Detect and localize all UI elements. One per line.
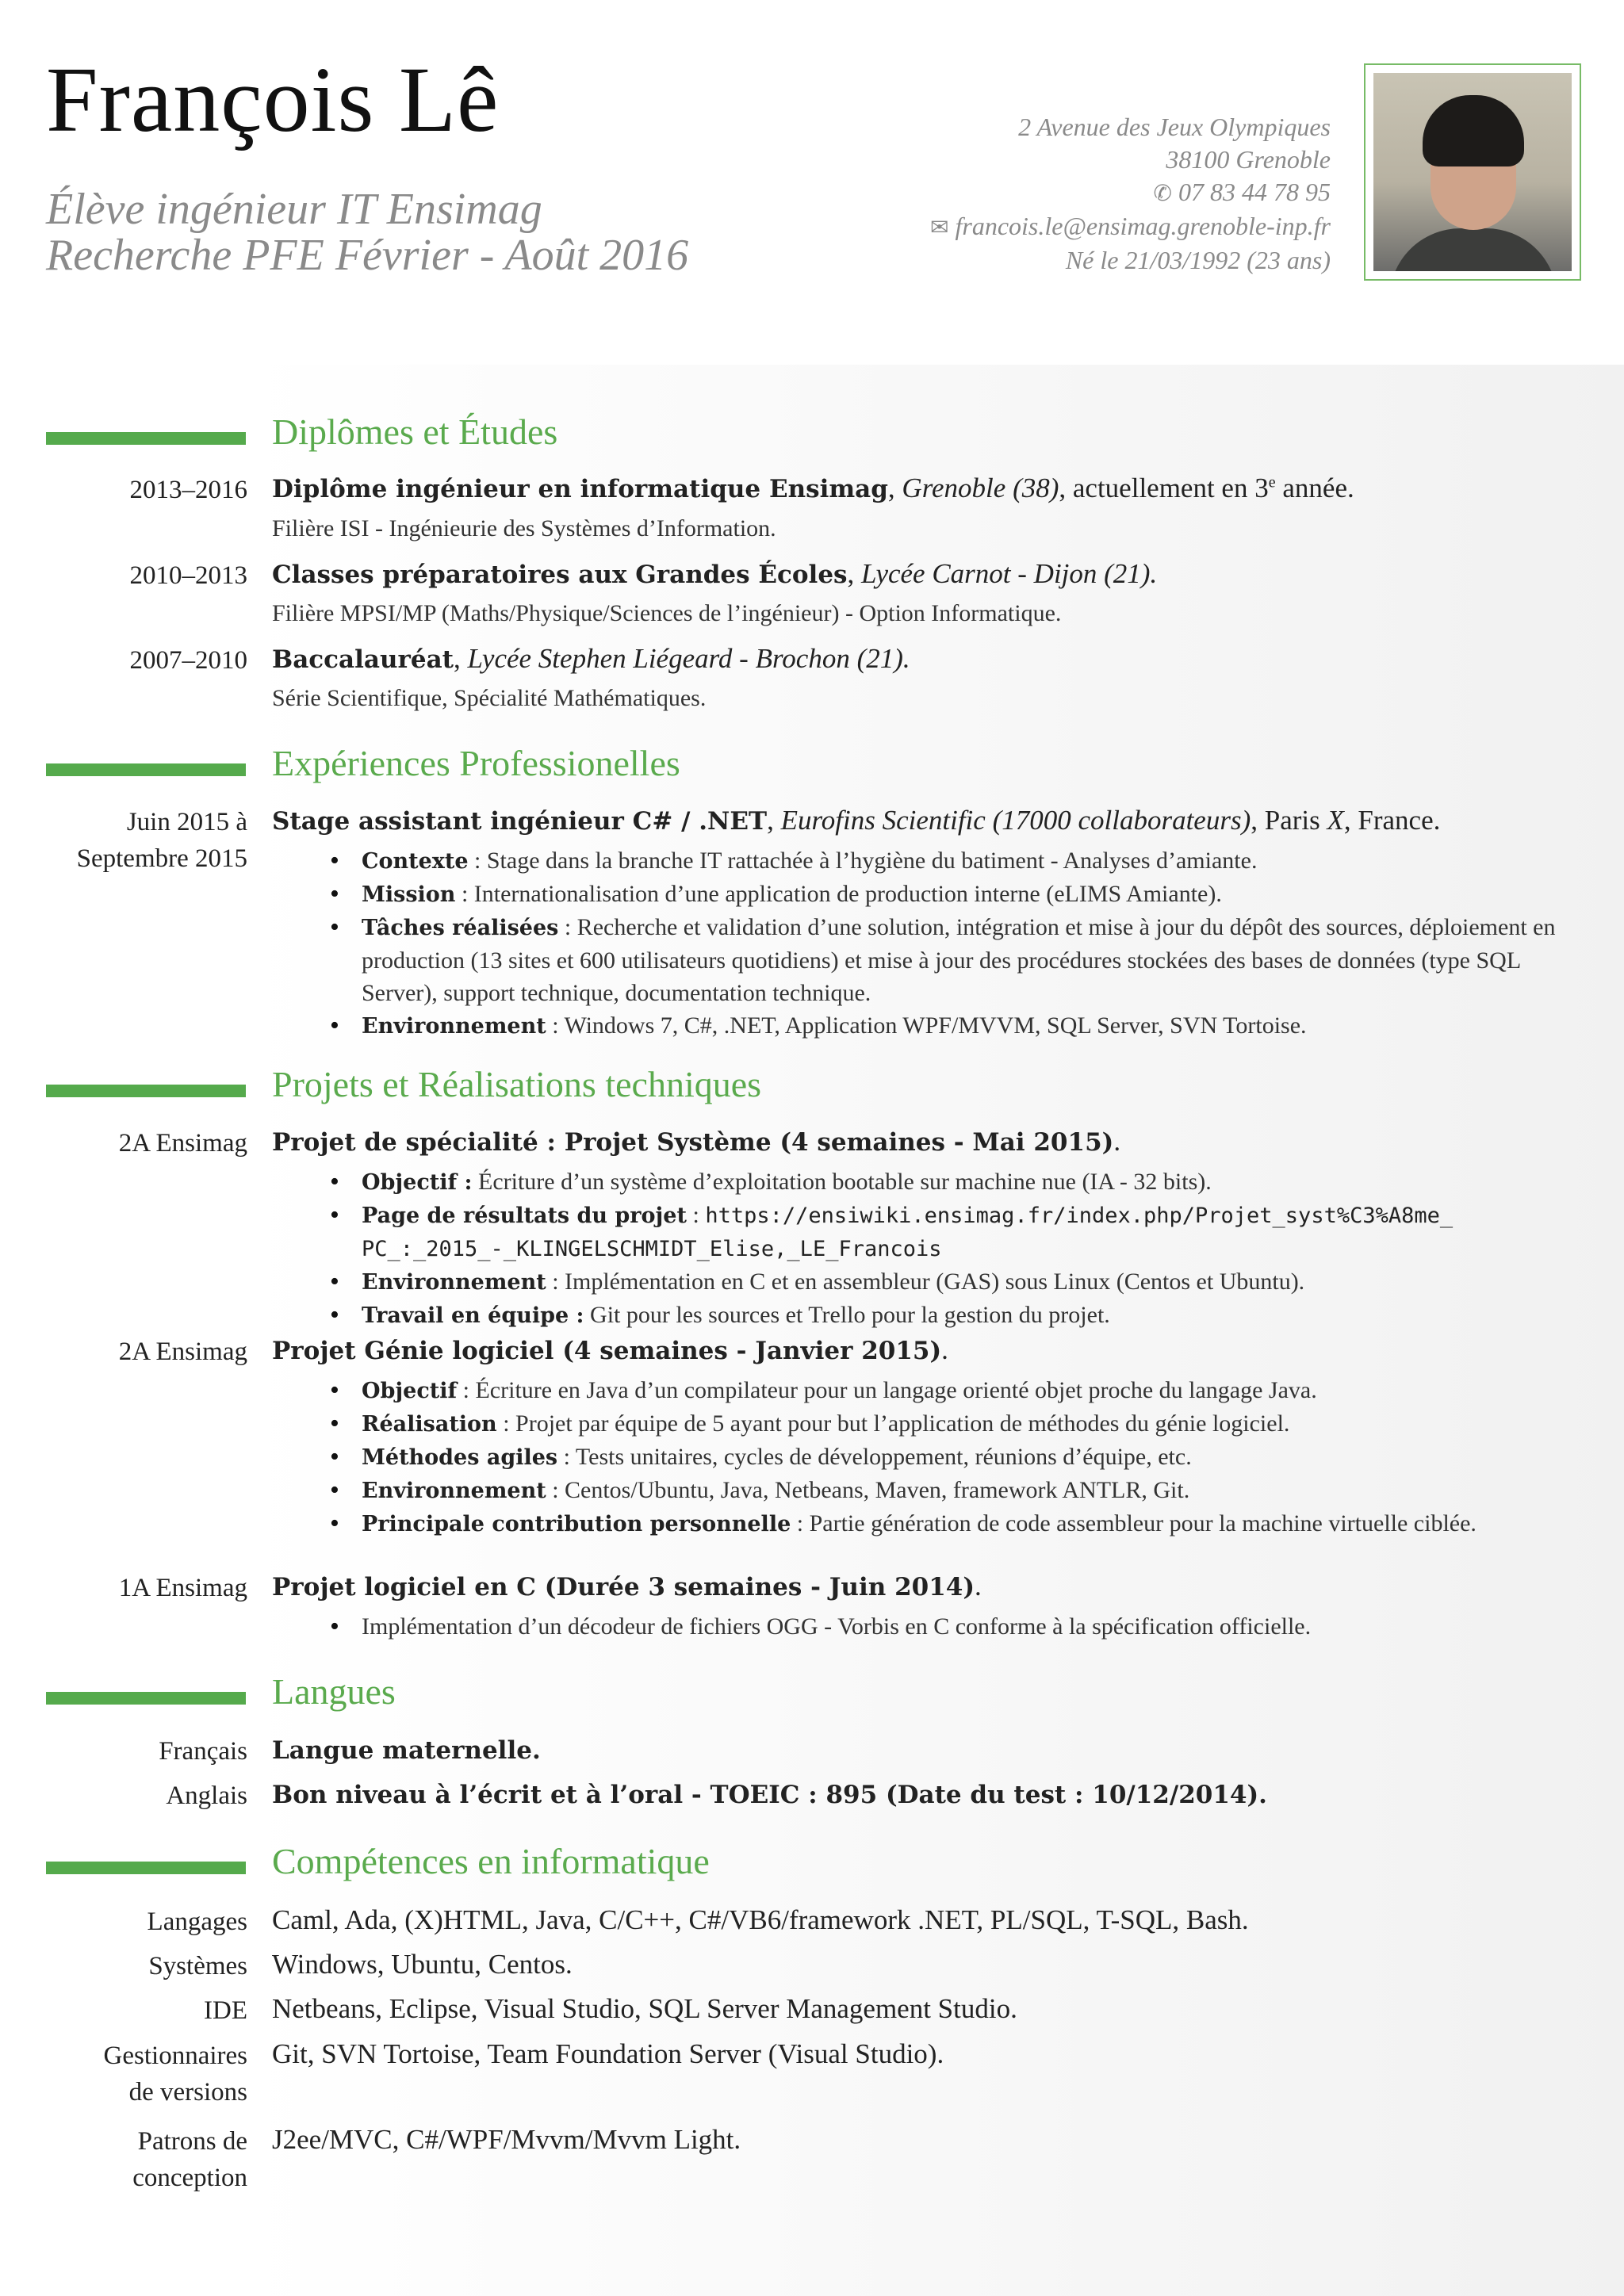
- profile-photo-frame: [1364, 63, 1581, 281]
- experience-title: Stage assistant ingénieur C# / .NET, Eurofins Scientific (17000 collaborateurs), Paris X, France.: [272, 805, 1441, 836]
- section-title-skills: Compétences en informatique: [272, 1841, 710, 1881]
- email-line: [930, 210, 1331, 244]
- section-bar-education: [46, 432, 246, 445]
- education-entry-title: Diplôme ingénieur en informatique Ensimag, Grenoble (38), actuellement en 3e année.: [272, 473, 1354, 503]
- birth-date: Né le 21/03/1992 (23 ans): [1065, 246, 1331, 274]
- project-date: 1A Ensimag: [118, 1574, 247, 1602]
- language-label: Français: [159, 1737, 247, 1766]
- skill-label: Langages: [147, 1908, 247, 1936]
- skill-label: Systèmes: [148, 1952, 247, 1980]
- experience-date: Juin 2015 à Septembre 2015: [76, 808, 247, 873]
- language-label: Anglais: [166, 1781, 247, 1810]
- envelope-icon: ✉: [930, 216, 949, 240]
- address-line-2: 38100 Grenoble: [1166, 145, 1331, 174]
- language-value: Langue maternelle.: [272, 1736, 541, 1765]
- section-bar-skills: [46, 1862, 246, 1874]
- section-title-projects: Projets et Réalisations techniques: [272, 1064, 762, 1104]
- list-item: • Mission : Internationalisation d’une application de production interne (eLIMS Amiante).: [325, 878, 1594, 911]
- subtitle-search: Recherche PFE Février - Août 2016: [46, 231, 689, 280]
- list-item: • Tâches réalisées : Recherche et validation d’une solution, intégration et mise à jour du dépôt des sources, déploiement en production (13 sites et 600 utilisateurs quotidiens) et mise à jour des procédures stockées des bases de données (type SQL Server), support technique, documentation technique.: [325, 911, 1594, 1009]
- project-date: 2A Ensimag: [118, 1337, 247, 1366]
- education-entry-detail: Filière ISI - Ingénieurie des Systèmes d’Information.: [272, 515, 776, 541]
- list-item: • Contexte : Stage dans la branche IT rattachée à l’hygiène du batiment - Analyses d’amiante.: [325, 844, 1594, 878]
- project-title: Projet Génie logiciel (4 semaines - Janvier 2015).: [272, 1334, 948, 1365]
- section-title-education: Diplômes et Études: [272, 411, 558, 452]
- education-entry-detail: Filière MPSI/MP (Maths/Physique/Sciences de l’ingénieur) - Option Informatique.: [272, 600, 1062, 626]
- education-date: 2007–2010: [129, 646, 247, 675]
- list-item: • Environnement : Implémentation en C et en assembleur (GAS) sous Linux (Centos et Ubuntu).: [325, 1265, 1594, 1299]
- profile-photo: [1373, 73, 1572, 271]
- language-value: Bon niveau à l’écrit et à l’oral - TOEIC : 895 (Date du test : 10/12/2014).: [272, 1781, 1267, 1809]
- project-title: Projet de spécialité : Projet Système (4 semaines - Mai 2015).: [272, 1126, 1121, 1157]
- education-date: 2010–2013: [129, 561, 247, 590]
- section-bar-experience: [46, 763, 246, 776]
- skill-value: Windows, Ubuntu, Centos.: [272, 1949, 573, 1980]
- education-date: 2013–2016: [129, 476, 247, 504]
- project-bullets: [325, 1165, 1594, 1332]
- skill-value: Netbeans, Eclipse, Visual Studio, SQL Server Management Studio.: [272, 1993, 1017, 2024]
- contact-block: [930, 111, 1331, 277]
- list-item: • Méthodes agiles : Tests unitaires, cycles de développement, réunions d’équipe, etc.: [325, 1441, 1594, 1474]
- project-bullets: [325, 1610, 1594, 1644]
- project-bullets: [325, 1374, 1594, 1540]
- person-name: François Lê: [46, 48, 500, 151]
- address-line-1: 2 Avenue des Jeux Olympiques: [1018, 113, 1331, 141]
- email-link[interactable]: francois.le@ensimag.grenoble-inp.fr: [955, 212, 1331, 240]
- skill-value: Git, SVN Tortoise, Team Foundation Server (Visual Studio).: [272, 2038, 944, 2069]
- education-entry-detail: Série Scientifique, Spécialité Mathématiques.: [272, 685, 707, 711]
- skill-value: Caml, Ada, (X)HTML, Java, C/C++, C#/VB6/framework .NET, PL/SQL, T-SQL, Bash.: [272, 1904, 1249, 1935]
- list-item: • Travail en équipe : Git pour les sources et Trello pour la gestion du projet.: [325, 1299, 1594, 1332]
- project-title: Projet logiciel en C (Durée 3 semaines - Juin 2014).: [272, 1571, 982, 1601]
- list-item: • Environnement : Centos/Ubuntu, Java, Netbeans, Maven, framework ANTLR, Git.: [325, 1474, 1594, 1507]
- skill-label: Patrons de conception: [132, 2127, 247, 2192]
- phone-number[interactable]: 07 83 44 78 95: [1178, 178, 1331, 206]
- list-item: • Objectif : Écriture d’un système d’exploitation bootable sur machine nue (IA - 32 bits).: [325, 1165, 1594, 1199]
- list-item: • Implémentation d’un décodeur de fichiers OGG - Vorbis en C conforme à la spécification officielle.: [325, 1610, 1594, 1644]
- list-item: • Principale contribution personnelle : Partie génération de code assembleur pour la machine virtuelle ciblée.: [325, 1507, 1594, 1540]
- list-item: • Réalisation : Projet par équipe de 5 ayant pour but l’application de méthodes du génie logiciel.: [325, 1407, 1594, 1441]
- project-results-link[interactable]: https://ensiwiki.ensimag.fr/index.php/Projet_syst%C3%A8me_ PC_:_2015_-_KLINGELSCHMIDT_Elise,_LE_Francois: [362, 1203, 1454, 1261]
- skill-label: Gestionnaires de versions: [103, 2042, 247, 2107]
- list-item: • Page de résultats du projet : https://ensiwiki.ensimag.fr/index.php/Projet_syst%C3%A8me_ PC_:_2015_-_KLINGELSCHMIDT_Elise,_LE_Francois: [325, 1199, 1594, 1265]
- section-title-languages: Langues: [272, 1671, 396, 1712]
- experience-bullets: [325, 844, 1594, 1043]
- subtitle-position: Élève ingénieur IT Ensimag: [46, 185, 542, 234]
- project-date: 2A Ensimag: [118, 1129, 247, 1158]
- phone-line: [930, 176, 1331, 210]
- education-entry-title: Baccalauréat, Lycée Stephen Liégeard - Brochon (21).: [272, 643, 910, 674]
- skill-value: J2ee/MVC, C#/WPF/Mvvm/Mvvm Light.: [272, 2124, 741, 2155]
- education-entry-title: Classes préparatoires aux Grandes Écoles, Lycée Carnot - Dijon (21).: [272, 558, 1158, 589]
- list-item: • Environnement : Windows 7, C#, .NET, Application WPF/MVVM, SQL Server, SVN Tortoise.: [325, 1009, 1594, 1043]
- mobile-phone-icon: ✆: [1153, 182, 1172, 206]
- section-title-experience: Expériences Professionelles: [272, 743, 680, 783]
- section-bar-languages: [46, 1692, 246, 1705]
- skill-label: IDE: [204, 1996, 247, 2025]
- section-bar-projects: [46, 1085, 246, 1097]
- list-item: • Objectif : Écriture en Java d’un compilateur pour un langage orienté objet proche du langage Java.: [325, 1374, 1594, 1407]
